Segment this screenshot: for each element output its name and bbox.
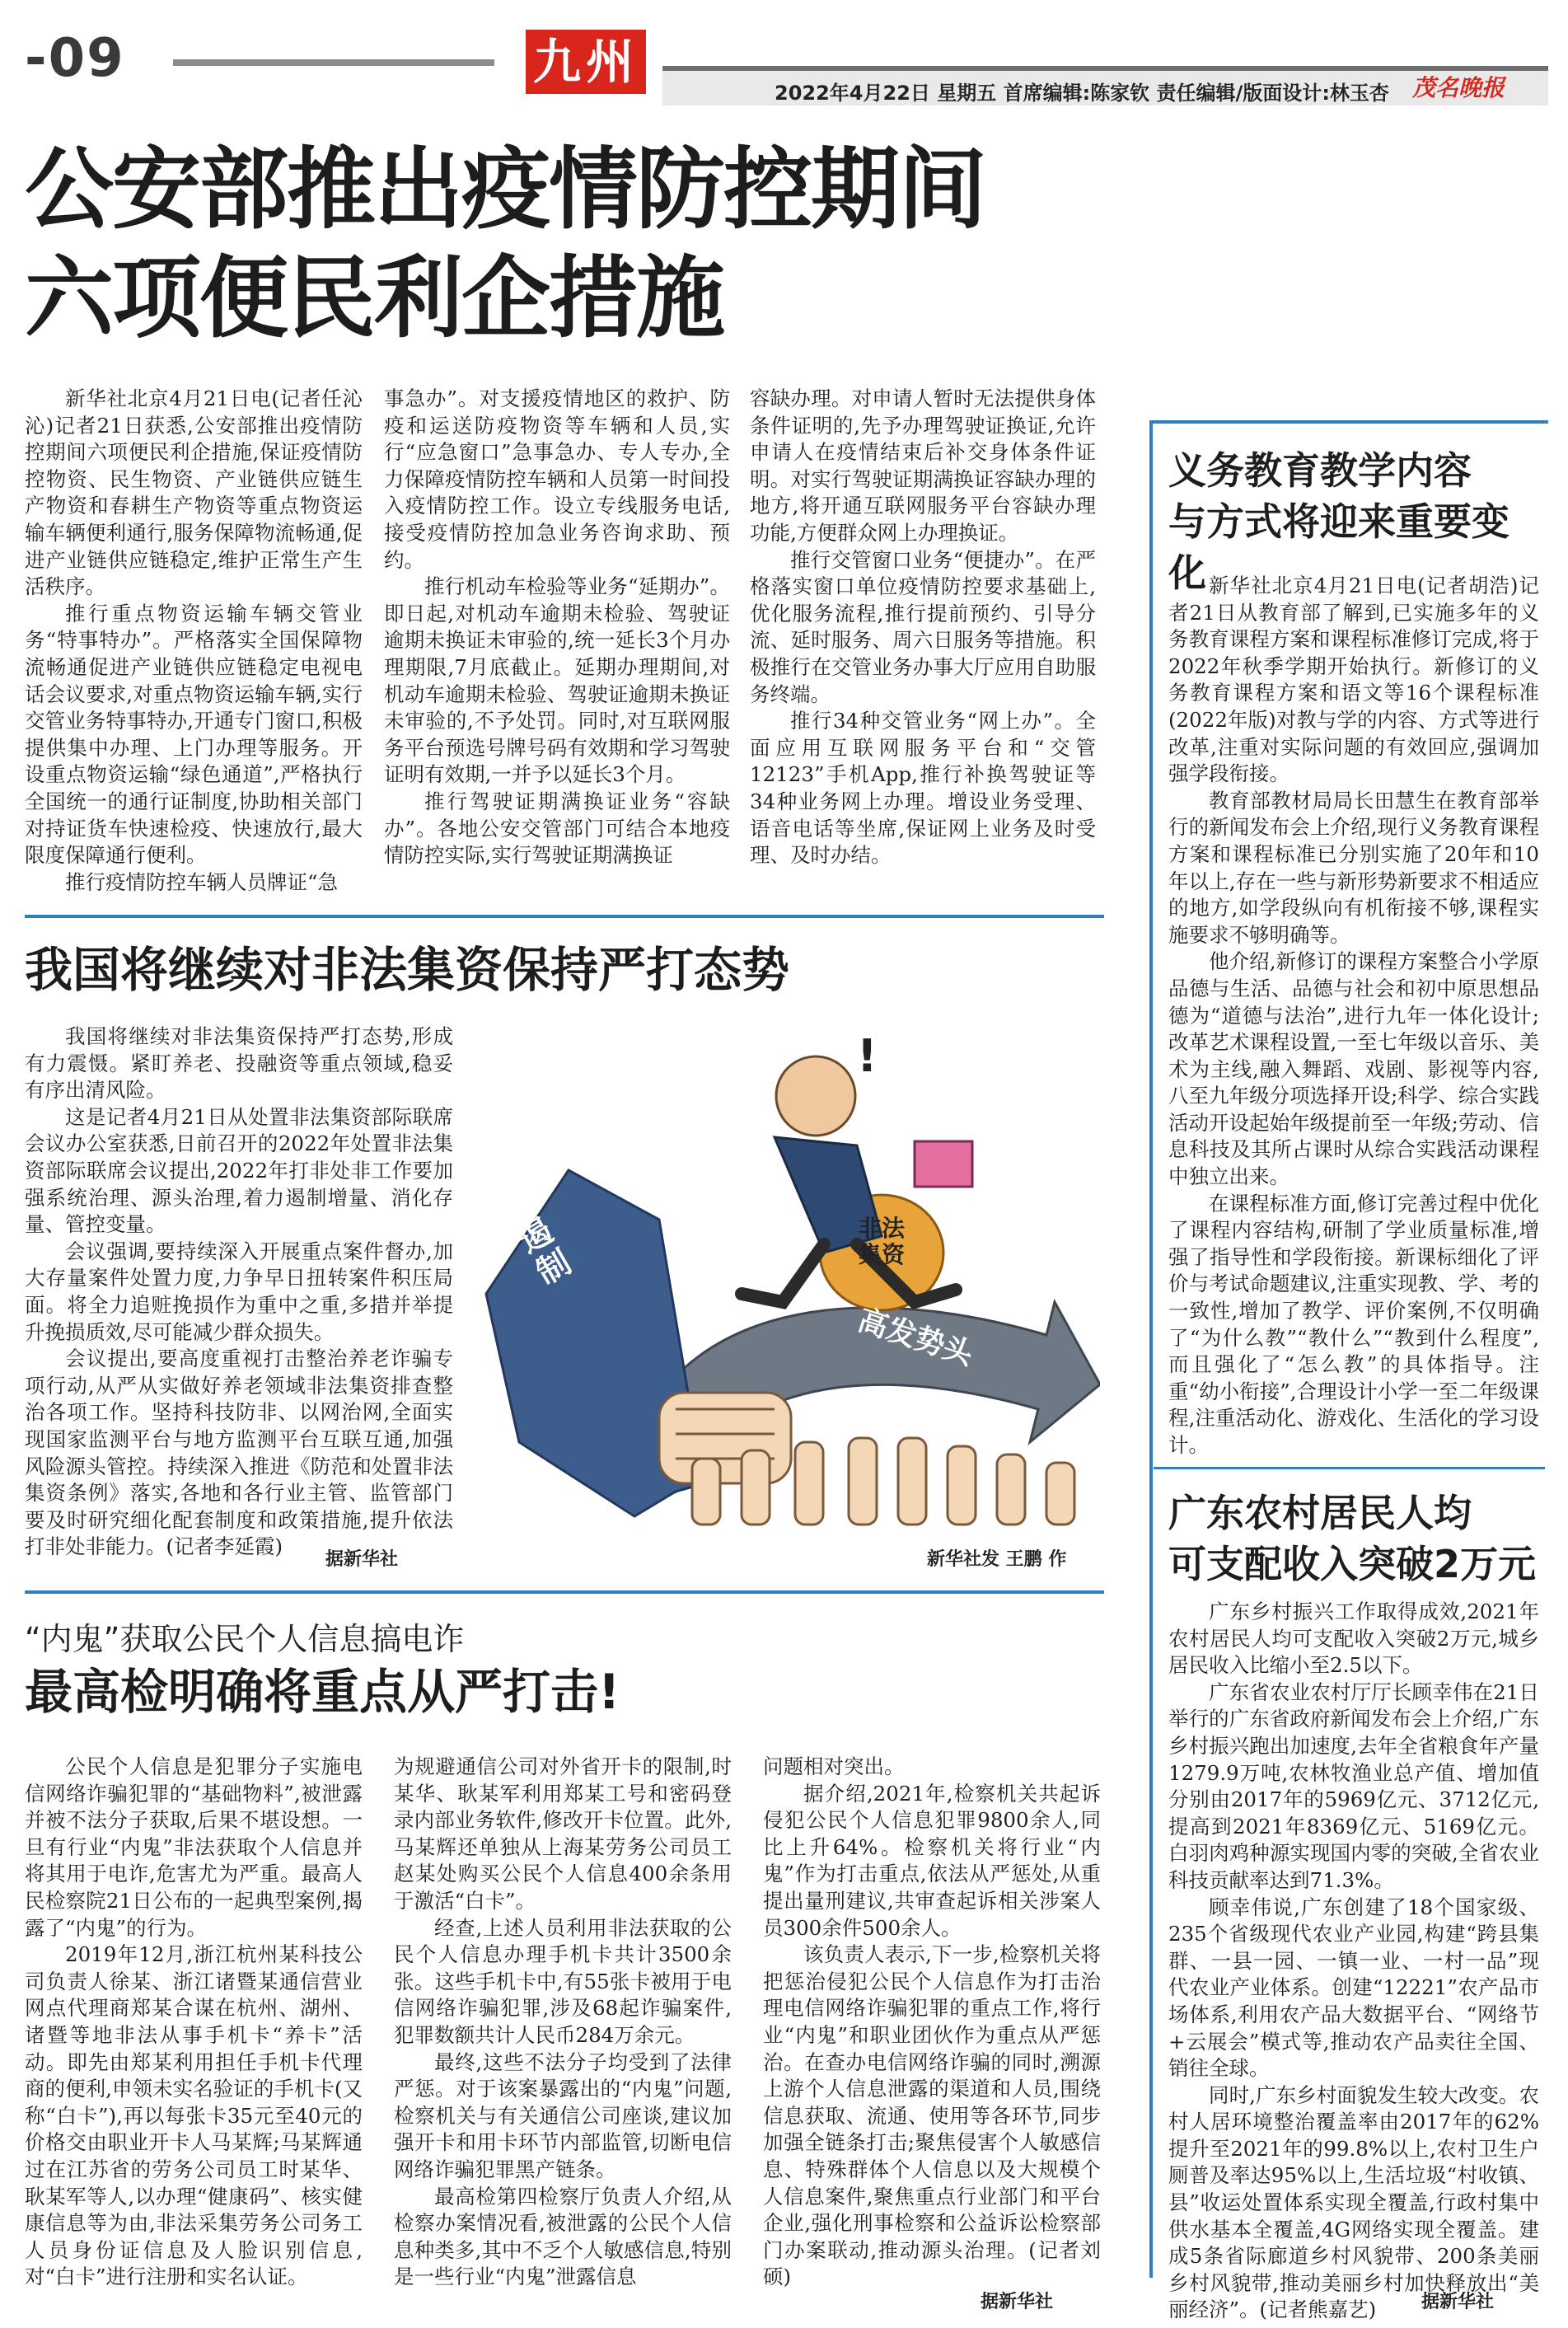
cartoon-label-fist: 坚决遏制	[475, 1149, 578, 1293]
paragraph: 广东省农业农村厅厅长顾幸伟在21日举行的广东省政府新闻发布会上介绍,广东乡村振兴跑出加速度,去年全省粮食年产量1279.9万吨,农林牧渔业总产值、增加值分别由2017年的5969亿元、3712亿元,提高到2021年8369亿元、5169亿元。白羽肉鸡种源实现国内零的突破,全省农业科技贡献率达到71.3%。	[1168, 1679, 1539, 1892]
paragraph: 推行交管窗口业务“便捷办”。在严格落实窗口单位疫情防控要求基础上,优化服务流程,推行提前预约、引导分流、延时服务、周六日服务等措施。积极推行在交管业务办事大厅应用自助服务终端。	[750, 547, 1096, 706]
paragraph: 经查,上述人员利用非法获取的公民个人信息办理手机卡共计3500余张。这些手机卡中,有55张卡被用于电信网络诈骗犯罪,涉及68起诈骗案件,犯罪数额共计人民币284万余元。	[394, 1915, 732, 2047]
issue-info: 2022年4月22日 星期五 首席编辑:陈家钦 责任编辑/版面设计:林玉杏	[775, 82, 1389, 105]
section-divider	[25, 915, 1104, 918]
education-headline-line2: 与方式将迎来重要变化	[1168, 499, 1509, 595]
section-divider	[25, 1590, 1104, 1594]
masthead-rule	[173, 59, 494, 66]
fundraising-body	[25, 1023, 453, 1561]
paragraph: 会议提出,要高度重视打击整治养老诈骗专项行动,从严从实做好养老领域非法集资排查整治各项工作。坚持科技防非、以网治网,全面实现国家监测平台与地方监测平台互联互通,加强风险源头管控。持续深入推进《防范和处置非法集资条例》落实,各地和各行业主管、监管部门要及时研究细化配套制度和政策措施,提升依法打非处非能力。(记者李延霞)	[25, 1347, 453, 1559]
cartoon-label-bag: 非法集资	[858, 1215, 905, 1268]
paragraph: 问题相对突出。	[763, 1754, 905, 1778]
lead-headline-line2: 六项便民利企措施	[25, 247, 724, 350]
fraud-column-1	[25, 1754, 363, 2291]
paragraph: 会议强调,要持续深入开展重点案件督办,加大存量案件处置力度,力争早日扭转案件积压局面。将全力追赃挽损作为重中之重,多措并举提升挽损质效,尽可能减少群众损失。	[25, 1239, 453, 1344]
paragraph: 公民个人信息是犯罪分子实施电信网络诈骗犯罪的“基础物料”,被泄露并被不法分子获取,后果不堪设想。一旦有行业“内鬼”非法获取个人信息并将其用于电诈,危害尤为严重。最高人民检察院21日公布的一起典型案例,揭露了“内鬼”的行为。	[25, 1754, 363, 1940]
cartoon-credit: 新华社发 王鹏 作	[927, 1549, 1067, 1570]
paragraph: 最终,这些不法分子均受到了法律严惩。对于该案暴露出的“内鬼”问题,检察机关与有关通信公司座谈,建议加强开卡和用卡环节内部监管,切断电信网络诈骗犯罪黑产链条。	[394, 2049, 732, 2181]
lead-headline-line1: 公安部推出疫情防控期间	[25, 138, 986, 241]
paragraph: 推行34种交管业务“网上办”。全面应用互联网服务平台和“交管12123”手机App,推行补换驾驶证等34种业务网上办理。增设业务受理、语音电话等坐席,保证网上业务及时受理、及时办结。	[750, 709, 1096, 868]
paragraph: 推行驾驶证期满换证业务“容缺办”。各地公安交管部门可结合本地疫情防控实际,实行驾驶证期满换证	[384, 789, 730, 868]
paragraph: 新华社北京4月21日电(记者任沁沁)记者21日获悉,公安部推出疫情防控期间六项便民利企措施,保证疫情防控物资、民生物资、产业链供应链生产物资和春耕生产物资等重点物资运输车辆便利通行,服务保障物流畅通,促进产业链供应链稳定,维护正常生产生活秩序。	[25, 386, 363, 599]
cartoon-illustration	[470, 1030, 1100, 1533]
paragraph: 这是记者4月21日从处置非法集资部际联席会议办公室获悉,日前召开的2022年处置非法集资部际联席会议提出,2022年打非处非工作要加强系统治理、源头治理,着力遏制增量、消化存量、管控变量。	[25, 1104, 453, 1237]
paragraph: 为规避通信公司对外省开卡的限制,时某华、耿某军利用郑某工号和密码登录内部业务软件,修改开卡位置。此外,马某辉还单独从上海某劳务公司员工赵某处购买公民个人信息400余条用于激活“白卡”。	[394, 1754, 732, 1913]
paragraph: 推行重点物资运输车辆交管业务“特事特办”。严格落实全国保障物流畅通促进产业链供应链稳定电视电话会议要求,对重点物资运输车辆,实行交管业务特事特办,开通专门窗口,积极提供集中办理、上门办理等服务。开设重点物资运输“绿色通道”,严格执行全国统一的通行证制度,协助相关部门对持证货车快速检疫、快速放行,最大限度保障通行便利。	[25, 601, 363, 868]
rural-headline	[1168, 1487, 1543, 1590]
fraud-kicker: “内鬼”获取公民个人信息搞电诈	[25, 1621, 465, 1657]
paragraph: 据介绍,2021年,检察机关共起诉侵犯公民个人信息犯罪9800余人,同比上升64%。检察机关将行业“内鬼”作为打击重点,依法从严惩处,从重提出量刑建议,共审查起诉相关涉案人员300余件500余人。	[763, 1781, 1101, 1940]
paragraph: 同时,广东乡村面貌发生较大改变。农村人居环境整治覆盖率由2017年的62%提升至2021年的99.8%以上,农村卫生户厕普及率达95%以上,生活垃圾“村收镇、县”收运处置体系实现全覆盖,行政村集中供水基本全覆盖,4G网络实现全覆盖。建成5条省际廊道乡村风貌带、200条美丽乡村风貌带,推动美丽乡村加快释放出“美丽经济”。(记者熊嘉艺)	[1168, 2082, 1539, 2322]
paragraph: 我国将继续对非法集资保持严打态势,形成有力震慑。紧盯养老、投融资等重点领域,稳妥有序出清风险。	[25, 1024, 453, 1103]
paragraph: 容缺办理。对申请人暂时无法提供身体条件证明的,先予办理驾驶证换证,允许申请人在疫情结束后补交身体条件证明。对实行驾驶证期满换证容缺办理的地方,将开通互联网服务平台容缺办理功能,方便群众网上办理换证。	[750, 386, 1096, 545]
paragraph: 顾幸伟说,广东创建了18个国家级、235个省级现代农业产业园,构建“跨县集群、一县一园、一镇一业、一村一品”现代农业产业体系。创建“12221”农产品市场体系,利用农产品大数据平台、“网络节+云展会”模式等,推动农产品卖往全国、销往全球。	[1168, 1895, 1539, 2081]
paragraph: 事急办”。对支援疫情地区的救护、防疫和运送防疫物资等车辆和人员,实行“应急窗口”急事急办、专人专办,全力保障疫情防控车辆和人员第一时间投入疫情防控工作。设立专线服务电话,接受疫情防控加急业务咨询求助、预约。	[384, 386, 730, 572]
education-body	[1168, 573, 1539, 1459]
sidebar-divider	[1154, 1467, 1545, 1469]
page-number: -09	[25, 28, 125, 89]
lead-column-1	[25, 386, 363, 896]
paragraph: 最高检第四检察厅负责人介绍,从检察办案情况看,被泄露的公民个人信息种类多,其中不乏个人敏感信息,特别是一些行业“内鬼”泄露信息	[394, 2184, 732, 2289]
lead-headline	[25, 136, 985, 354]
lead-column-2	[384, 386, 730, 869]
rural-body	[1168, 1599, 1539, 2324]
svg-text:!: !	[857, 1030, 878, 1082]
fraud-headline: 最高检明确将重点从严打击!	[25, 1664, 620, 1720]
section-badge: 九州	[526, 30, 646, 94]
fraud-source: 据新华社	[981, 2292, 1054, 2312]
newspaper-logo: 茂名晚报	[1412, 74, 1505, 101]
fraud-column-3	[763, 1754, 1101, 2291]
paragraph: 教育部教材局局长田慧生在教育部举行的新闻发布会上介绍,现行义务教育课程方案和课程标准已分别实施了20年和10年以上,存在一些与新形势新要求不相适应的地方,如学段纵向有机衔接不够,课程实施要求不够明确等。	[1168, 788, 1539, 947]
fundraising-source: 据新华社	[325, 1549, 399, 1570]
lead-column-3	[750, 386, 1096, 869]
paragraph: 推行疫情防控车辆人员牌证“急	[65, 869, 339, 894]
paragraph: 2019年12月,浙江杭州某科技公司负责人徐某、浙江诸暨某通信营业网点代理商郑某合谋在杭州、湖州、诸暨等地非法从事手机卡“养卡”活动。即先由郑某利用担任手机卡代理商的便利,申领未实名验证的手机卡(又称“白卡”),再以每张卡35元至40元的价格交由职业开卡人马某辉;马某辉通过在江苏省的劳务公司员工时某华、耿某军等人,以办理“健康码”、核实健康信息等为由,非法采集劳务公司务工人员身份证信息及人脸识别信息,对“白卡”进行注册和实名认证。	[25, 1942, 363, 2289]
paragraph: 推行机动车检验等业务“延期办”。即日起,对机动车逾期未检验、驾驶证逾期未换证未审验的,统一延长3个月办理期限,7月底截止。延期办理期间,对机动车逾期未检验、驾驶证逾期未换证未审验的,不予处罚。同时,对互联网服务平台预选号牌号码有效期和学习驾驶证明有效期,一并予以延长3个月。	[384, 574, 730, 787]
rural-headline-line1: 广东农村居民人均	[1168, 1491, 1472, 1535]
paragraph: 他介绍,新修订的课程方案整合小学原品德与生活、品德与社会和初中原思想品德为“道德与法治”,进行九年一体化设计;改革艺术课程设置,一至七年级以音乐、美术为主线,融入舞蹈、戏剧、影视等内容,八至九年级分项选择开设;科学、综合实践活动开设起始年级提前至一年级;劳动、信息科技及其所占课时从综合实践活动课程中独立出来。	[1168, 949, 1539, 1189]
education-headline-line1: 义务教育教学内容	[1168, 448, 1472, 493]
masthead-info-bar	[662, 66, 1548, 105]
rural-source: 据新华社	[1421, 2292, 1495, 2312]
paragraph: 该负责人表示,下一步,检察机关将把惩治侵犯公民个人信息作为打击治理电信网络诈骗犯罪的重点工作,将行业“内鬼”和职业团伙作为重点从严惩治。在查办电信网络诈骗的同时,溯源上游个人信息泄露的渠道和人员,围绕信息获取、流通、使用等各环节,同步加强全链条打击;聚焦侵害个人敏感信息、特殊群体个人信息以及大规模个人信息案件,聚焦重点行业部门和平台企业,强化刑事检察和公益诉讼检察部门办案联动,推动源头治理。(记者刘硕)	[763, 1942, 1101, 2289]
fundraising-headline: 我国将继续对非法集资保持严打态势	[25, 942, 790, 998]
paragraph: 新华社北京4月21日电(记者胡浩)记者21日从教育部了解到,已实施多年的义务教育课程方案和课程标准修订完成,将于2022年秋季学期开始执行。新修订的义务教育课程方案和语文等16个课程标准(2022年版)对教与学的内容、方式等进行改革,注重对实际问题的有效回应,强调加强学段衔接。	[1168, 574, 1539, 786]
cartoon-label-arrow: 高发势头	[854, 1303, 977, 1373]
fraud-column-2	[394, 1754, 732, 2291]
rural-headline-line2: 可支配收入突破2万元	[1168, 1542, 1537, 1586]
paragraph: 在课程标准方面,修订完善过程中优化了课程内容结构,研制了学业质量标准,增强了指导性和学段衔接。新课标细化了评价与考试命题建议,注重实现教、学、考的一致性,增加了教学、评价案例,不仅明确了“为什么教”“教什么”“教到什么程度”,而且强化了“怎么教”的具体指导。注重“幼小衔接”,合理设计小学一至二年级课程,注重活动化、游戏化、生活化的学习设计。	[1168, 1191, 1539, 1457]
paragraph: 广东乡村振兴工作取得成效,2021年农村居民人均可支配收入突破2万元,城乡居民收入比缩小至2.5以下。	[1168, 1600, 1539, 1678]
